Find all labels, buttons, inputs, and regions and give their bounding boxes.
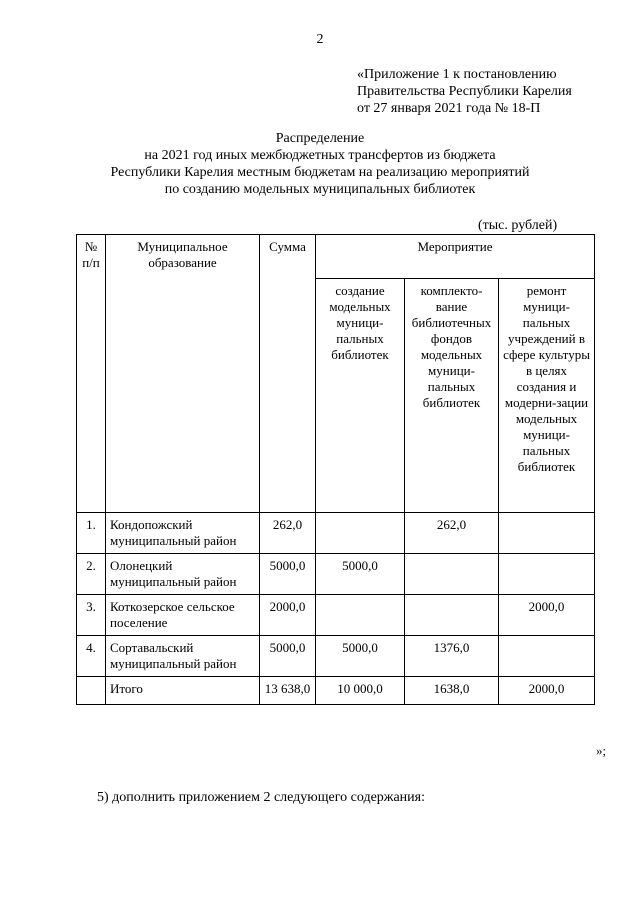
table-header-row xyxy=(77,235,595,279)
row-measure-1 xyxy=(316,595,405,636)
row-num: 3. xyxy=(77,595,106,636)
row-measure-3 xyxy=(499,636,595,677)
appendix-line-1: «Приложение 1 к постановлению xyxy=(357,67,557,82)
row-municipality: Коткозерское сельское поселение xyxy=(106,595,260,636)
row-measure-3 xyxy=(499,513,595,554)
row-measure-3 xyxy=(499,554,595,595)
total-measure-1: 10 000,0 xyxy=(316,677,405,705)
header-measures: Мероприятие xyxy=(316,235,595,279)
amendment-paragraph: 5) дополнить приложением 2 следующего содержания: xyxy=(97,790,425,805)
header-sub-acquisition: комплекто-вание библиотечных фондов модельных муници-пальных библиотек xyxy=(405,279,499,513)
row-sum: 262,0 xyxy=(260,513,316,554)
document-title xyxy=(60,130,580,198)
row-sum: 5000,0 xyxy=(260,554,316,595)
header-sub-creation: создание модельных муници-пальных библиотек xyxy=(316,279,405,513)
title-line-1: Распределение xyxy=(275,131,365,146)
header-sum: Сумма xyxy=(260,235,316,513)
total-num xyxy=(77,677,106,705)
row-measure-1: 5000,0 xyxy=(316,636,405,677)
total-sum: 13 638,0 xyxy=(260,677,316,705)
appendix-line-3: от 27 января 2021 года № 18-П xyxy=(357,101,541,116)
table-row xyxy=(77,636,595,677)
page-number: 2 xyxy=(316,32,324,47)
title-line-3: Республики Карелия местным бюджетам на реализацию мероприятий xyxy=(110,165,530,180)
title-line-4: по созданию модельных муниципальных библиотек xyxy=(164,182,476,197)
row-municipality: Олонецкий муниципальный район xyxy=(106,554,260,595)
appendix-reference xyxy=(357,66,572,117)
row-measure-1 xyxy=(316,513,405,554)
total-measure-3: 2000,0 xyxy=(499,677,595,705)
row-num: 1. xyxy=(77,513,106,554)
row-measure-2: 1376,0 xyxy=(405,636,499,677)
total-label: Итого xyxy=(106,677,260,705)
table-row xyxy=(77,554,595,595)
appendix-line-2: Правительства Республики Карелия xyxy=(357,84,572,99)
title-line-2: на 2021 год иных межбюджетных трансфертов из бюджета xyxy=(144,148,496,163)
row-measure-1: 5000,0 xyxy=(316,554,405,595)
row-municipality: Кондопожский муниципальный район xyxy=(106,513,260,554)
total-measure-2: 1638,0 xyxy=(405,677,499,705)
row-municipality: Сортавальский муниципальный район xyxy=(106,636,260,677)
table-total-row xyxy=(77,677,595,705)
row-measure-2 xyxy=(405,595,499,636)
distribution-table xyxy=(76,234,595,705)
closing-quote: »; xyxy=(596,743,607,758)
row-sum: 5000,0 xyxy=(260,636,316,677)
row-sum: 2000,0 xyxy=(260,595,316,636)
table-row xyxy=(77,595,595,636)
header-num: № п/п xyxy=(77,235,106,513)
row-num: 4. xyxy=(77,636,106,677)
header-sub-repair: ремонт муници-пальных учреждений в сфере культуры в целях создания и модерни-зации модельных муници-пальных библиотек xyxy=(499,279,595,513)
table-row xyxy=(77,513,595,554)
unit-label: (тыс. рублей) xyxy=(478,218,558,233)
row-num: 2. xyxy=(77,554,106,595)
header-municipality: Муниципальное образование xyxy=(106,235,260,513)
row-measure-3: 2000,0 xyxy=(499,595,595,636)
row-measure-2 xyxy=(405,554,499,595)
row-measure-2: 262,0 xyxy=(405,513,499,554)
